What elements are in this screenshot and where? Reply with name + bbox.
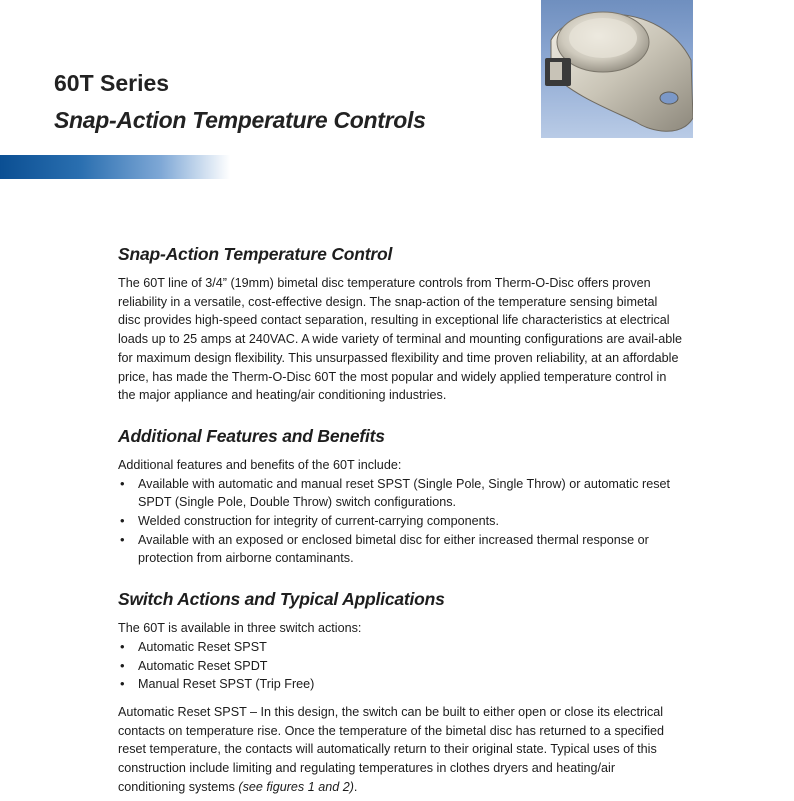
series-subtitle: Snap-Action Temperature Controls (54, 107, 426, 133)
section-control (118, 244, 683, 405)
switch-actions-intro: The 60T is available in three switch actions: (118, 621, 362, 636)
section-heading-features: Additional Features and Benefits (118, 425, 385, 446)
thermostat-image-icon (541, 0, 693, 138)
control-paragraph: The 60T line of 3/4” (19mm) bimetal disc temperature controls from Therm-O-Disc offers proven reliability in a versatile, cost-effective design. The snap-action of the temperature sensing bimetal disc provides high-speed contact separation, resulting in exceptional life characteristics at electrical loads up to 25 amps at 240VAC. A wide variety of terminal and mounting configurations are avail-able for maximum design flexibility. This unsurpassed flexibility and time proven reliability, at an affordable price, has made the Therm-O-Disc 60T the most popular and widely applied temperature control in the major appliance and heating/air conditioning industries. (118, 276, 683, 403)
section-heading-control: Snap-Action Temperature Control (118, 244, 393, 264)
bullet-icon: • (120, 638, 125, 654)
section-features (118, 426, 683, 568)
bullet-icon: • (120, 531, 125, 547)
list-item: • Manual Reset SPST (Trip Free) (118, 675, 683, 694)
list-item: • Welded construction for integrity of current-carrying components. (118, 512, 683, 531)
bullet-icon: • (120, 475, 125, 491)
automatic-reset-spst-paragraph: Automatic Reset SPST – In this design, the switch can be built to either open or close its electrical contacts on temperature rise. Once the temperature of the bimetal disc has returned to a specified reset temperature, the contacts will automatically return to their original state. Typical uses of this construction include limiting and regulating temperatures in clothes dryers and heating/air conditioning systems (see figures 1 and 2). (118, 704, 665, 794)
switch-actions-list (118, 638, 683, 694)
list-item: • Available with an exposed or enclosed bimetal disc for either increased thermal response or protection from airborne contaminants. (120, 531, 649, 566)
list-item: • Automatic Reset SPDT (118, 657, 683, 676)
features-intro: Additional features and benefits of the 60T include: (118, 457, 402, 472)
accent-bar (0, 155, 230, 179)
list-item: • Available with automatic and manual reset SPST (Single Pole, Single Throw) or automatic reset SPDT (Single Pole, Double Throw) switch configurations. (120, 475, 671, 510)
bullet-icon: • (120, 513, 125, 529)
section-switch-actions (118, 589, 683, 796)
figure-reference: (see figures 1 and 2) (238, 779, 354, 794)
document-body (118, 244, 683, 796)
product-photo (541, 0, 693, 138)
features-list (118, 475, 683, 569)
series-title: 60T Series (54, 70, 170, 96)
list-item: • Automatic Reset SPST (118, 638, 683, 657)
section-heading-switch-actions: Switch Actions and Typical Applications (118, 589, 445, 610)
bullet-icon: • (120, 657, 125, 673)
bullet-icon: • (120, 676, 125, 692)
